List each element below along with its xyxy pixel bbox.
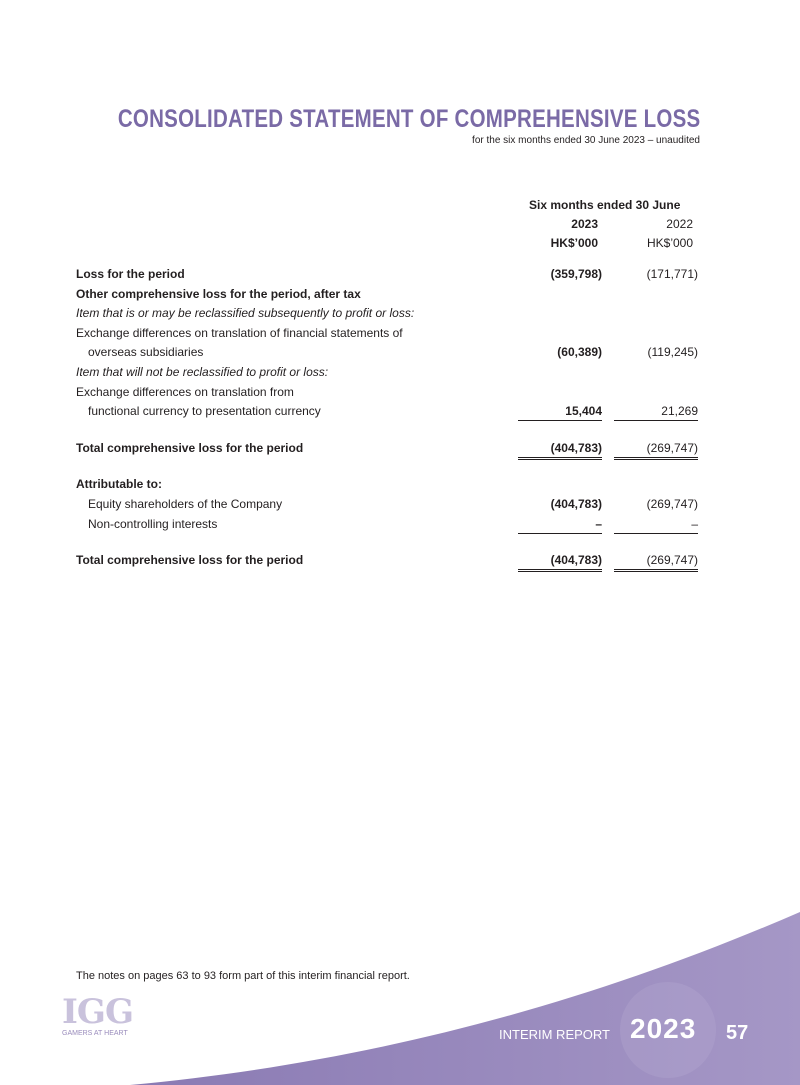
row-label: functional currency to presentation currency xyxy=(88,404,321,419)
unit-2023-header: HK$’000 xyxy=(550,236,598,250)
row-spacer xyxy=(76,458,698,475)
row-label: Item that will not be reclassified to profit or loss: xyxy=(76,364,329,379)
value-2023: (404,783) xyxy=(518,439,602,460)
row-label: Exchange differences on translation from xyxy=(76,384,294,399)
table-row xyxy=(76,439,698,459)
statement-table xyxy=(76,265,698,571)
row-label: overseas subsidiaries xyxy=(88,345,204,360)
row-label: Total comprehensive loss for the period xyxy=(76,440,304,455)
table-row xyxy=(76,363,698,383)
row-label: Attributable to: xyxy=(76,477,162,492)
value-2022: 21,269 xyxy=(614,402,698,421)
row-spacer xyxy=(76,534,698,551)
logo-tagline: GAMERS AT HEART xyxy=(62,1030,128,1037)
row-label: Loss for the period xyxy=(76,267,185,281)
value-2022: (269,747) xyxy=(614,551,698,572)
value-2023: (404,783) xyxy=(518,551,602,572)
table-row xyxy=(76,515,698,535)
value-2023: (60,389) xyxy=(557,345,602,360)
footer-year: 2023 xyxy=(630,1013,697,1044)
table-row xyxy=(76,475,698,495)
table-row xyxy=(76,495,698,515)
value-2023: (359,798) xyxy=(550,267,602,281)
value-2022: (171,771) xyxy=(646,267,698,281)
year-2023-header: 2023 xyxy=(571,217,598,231)
value-2022: (119,245) xyxy=(647,345,698,360)
table-row xyxy=(76,285,698,305)
value-2023: 15,404 xyxy=(518,402,602,421)
footnote: The notes on pages 63 to 93 form part of this interim financial report. xyxy=(76,970,410,982)
footer-report-label: INTERIM REPORT xyxy=(499,1027,610,1042)
value-2023: (404,783) xyxy=(550,496,602,511)
igg-logo xyxy=(62,992,133,1038)
table-row xyxy=(76,343,698,363)
unit-2022-header: HK$’000 xyxy=(646,236,693,250)
page-title: CONSOLIDATED STATEMENT OF COMPREHENSIVE LOSS xyxy=(117,105,700,133)
value-2022: (269,747) xyxy=(614,439,698,460)
row-label: Non-controlling interests xyxy=(88,516,218,531)
page-number: 57 xyxy=(726,1022,749,1044)
row-label: Equity shareholders of the Company xyxy=(88,496,283,511)
table-row xyxy=(76,402,698,422)
year-2022-header: 2022 xyxy=(666,217,693,231)
table-row xyxy=(76,304,698,324)
value-2023: – xyxy=(518,515,602,534)
row-label: Exchange differences on translation of financial statements of xyxy=(76,325,403,340)
value-2022: – xyxy=(614,515,698,534)
row-label: Other comprehensive loss for the period, after tax xyxy=(76,286,361,301)
row-label: Item that is or may be reclassified subsequently to profit or loss: xyxy=(76,306,415,321)
table-row xyxy=(76,324,698,344)
table-row xyxy=(76,383,698,403)
page-subtitle: for the six months ended 30 June 2023 – unaudited xyxy=(472,135,700,146)
row-spacer xyxy=(76,422,698,439)
table-row xyxy=(76,551,698,571)
table-row xyxy=(76,265,698,285)
period-header: Six months ended 30 June xyxy=(529,198,681,212)
value-2022: (269,747) xyxy=(646,496,698,511)
row-label: Total comprehensive loss for the period xyxy=(76,553,304,568)
logo-mark: IGG xyxy=(62,992,133,1032)
